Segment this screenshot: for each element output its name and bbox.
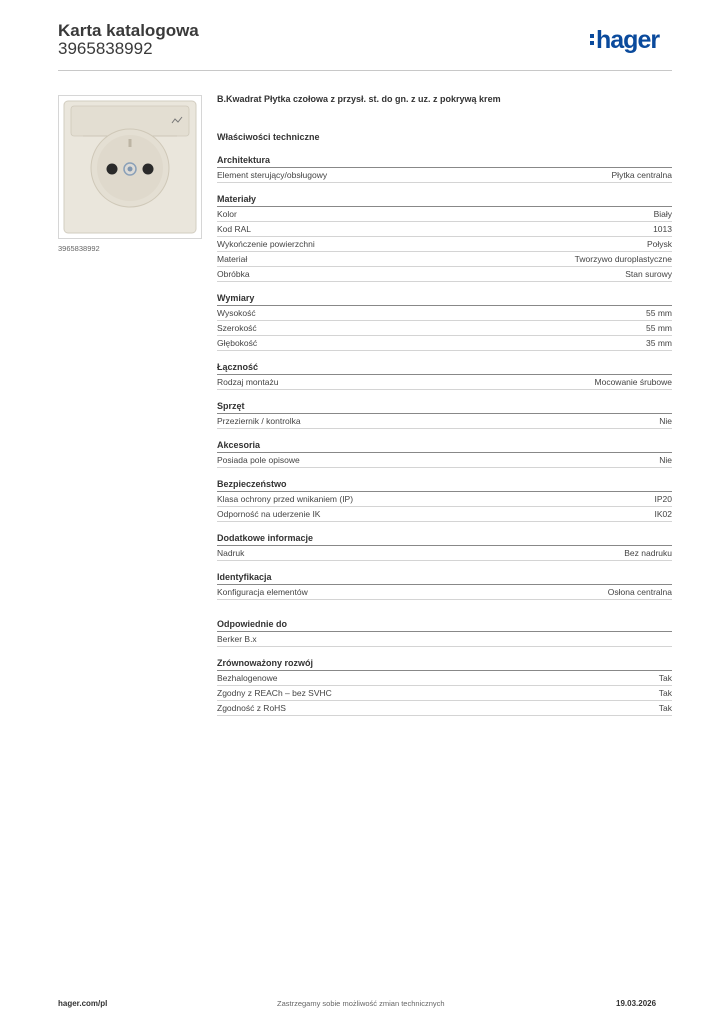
spec-row: [217, 453, 672, 468]
spec-label: Wysokość: [217, 308, 256, 318]
spec-row: [217, 632, 672, 647]
spec-value: Bez nadruku: [624, 548, 672, 558]
product-image: [58, 95, 202, 239]
spec-row: [217, 507, 672, 522]
spec-value: 55 mm: [646, 308, 672, 318]
spec-value: Nie: [659, 416, 672, 426]
spec-label: Głębokość: [217, 338, 258, 348]
spec-label: Zgodność z RoHS: [217, 703, 286, 713]
spec-group-title: Wymiary: [217, 292, 672, 306]
spec-group: [217, 193, 672, 282]
product-title: B.Kwadrat Płytka czołowa z przysł. st. do gn. z uz. z pokrywą krem: [217, 94, 501, 104]
hager-logo: [590, 26, 659, 55]
spec-value: Tak: [658, 703, 672, 713]
spec-row: [217, 585, 672, 600]
spec-group: [217, 657, 672, 716]
spec-group: [217, 618, 672, 647]
spec-row: [217, 267, 672, 282]
spec-row: [217, 671, 672, 686]
spec-value: IK02: [654, 509, 672, 519]
spec-label: Przeziernik / kontrolka: [217, 416, 301, 426]
header-product-code: 3965838992: [58, 39, 153, 58]
section-title: Właściwości techniczne: [217, 132, 320, 142]
spec-value: Płytka centralna: [611, 170, 672, 180]
logo-dots-icon: [590, 34, 594, 48]
spec-group-title: Dodatkowe informacje: [217, 532, 672, 546]
spec-label: Berker B.x: [217, 634, 257, 644]
header-title: Karta katalogowa: [58, 21, 199, 40]
spec-row: [217, 237, 672, 252]
spec-label: Klasa ochrony przed wnikaniem (IP): [217, 494, 354, 504]
spec-value: Tworzywo duroplastyczne: [574, 254, 672, 264]
spec-row: [217, 168, 672, 183]
spec-label: Rodzaj montażu: [217, 377, 279, 387]
spec-row: [217, 306, 672, 321]
spec-group: [217, 439, 672, 468]
spec-row: [217, 321, 672, 336]
spec-group-title: Sprzęt: [217, 400, 672, 414]
logo-text: hager: [596, 26, 660, 54]
socket-outlet-icon: [59, 96, 201, 238]
spec-label: Bezhalogenowe: [217, 673, 278, 683]
spec-label: Kolor: [217, 209, 237, 219]
spec-value: IP20: [654, 494, 672, 504]
spec-label: Materiał: [217, 254, 248, 264]
spec-group-title: Zrównoważony rozwój: [217, 657, 672, 671]
spec-value: 35 mm: [646, 338, 672, 348]
spec-label: Szerokość: [217, 323, 257, 333]
footer-website: hager.com/pl: [58, 999, 108, 1008]
spec-row: [217, 686, 672, 701]
spec-content: [217, 92, 672, 716]
spec-value: Tak: [658, 673, 672, 683]
spec-label: Wykończenie powierzchni: [217, 239, 315, 249]
spec-group: [217, 571, 672, 600]
spec-row: [217, 375, 672, 390]
spec-value: Połysk: [646, 239, 672, 249]
spec-value: Nie: [659, 455, 672, 465]
spec-group: [217, 532, 672, 561]
spec-value: Mocowanie śrubowe: [594, 377, 672, 387]
spec-row: [217, 252, 672, 267]
spec-value: Osłona centralna: [607, 587, 672, 597]
spec-label: Konfiguracja elementów: [217, 587, 308, 597]
spec-group-title: Identyfikacja: [217, 571, 672, 585]
spec-group: [217, 361, 672, 390]
spec-row: [217, 492, 672, 507]
spec-label: Odporność na uderzenie IK: [217, 509, 321, 519]
spec-group: [217, 154, 672, 183]
spec-value: Biały: [653, 209, 672, 219]
spec-row: [217, 546, 672, 561]
spec-group: [217, 292, 672, 351]
spec-group-title: Architektura: [217, 154, 672, 168]
product-image-code: 3965838992: [58, 244, 100, 253]
spec-row: [217, 207, 672, 222]
spec-label: Zgodny z REACh – bez SVHC: [217, 688, 332, 698]
spec-value: Tak: [658, 688, 672, 698]
spec-row: [217, 336, 672, 351]
spec-group-title: Bezpieczeństwo: [217, 478, 672, 492]
spec-label: Obróbka: [217, 269, 250, 279]
spec-label: Nadruk: [217, 548, 245, 558]
spec-value: 55 mm: [646, 323, 672, 333]
spec-group-title: Łączność: [217, 361, 672, 375]
spec-groups: [217, 154, 672, 716]
spec-value: Stan surowy: [625, 269, 672, 279]
spec-group-title: Akcesoria: [217, 439, 672, 453]
spec-group-title: Materiały: [217, 193, 672, 207]
spec-group: [217, 478, 672, 522]
spec-row: [217, 222, 672, 237]
header-divider: [58, 70, 672, 71]
footer-disclaimer: Zastrzegamy sobie możliwość zmian technicznych: [277, 999, 445, 1008]
spec-value: 1013: [653, 224, 672, 234]
spec-group-title: Odpowiednie do: [217, 618, 672, 632]
spec-label: Kod RAL: [217, 224, 252, 234]
spec-row: [217, 414, 672, 429]
spec-row: [217, 701, 672, 716]
spec-group: [217, 400, 672, 429]
footer-date: 19.03.2026: [616, 999, 657, 1008]
spec-label: Posiada pole opisowe: [217, 455, 300, 465]
spec-label: Element sterujący/obsługowy: [217, 170, 328, 180]
